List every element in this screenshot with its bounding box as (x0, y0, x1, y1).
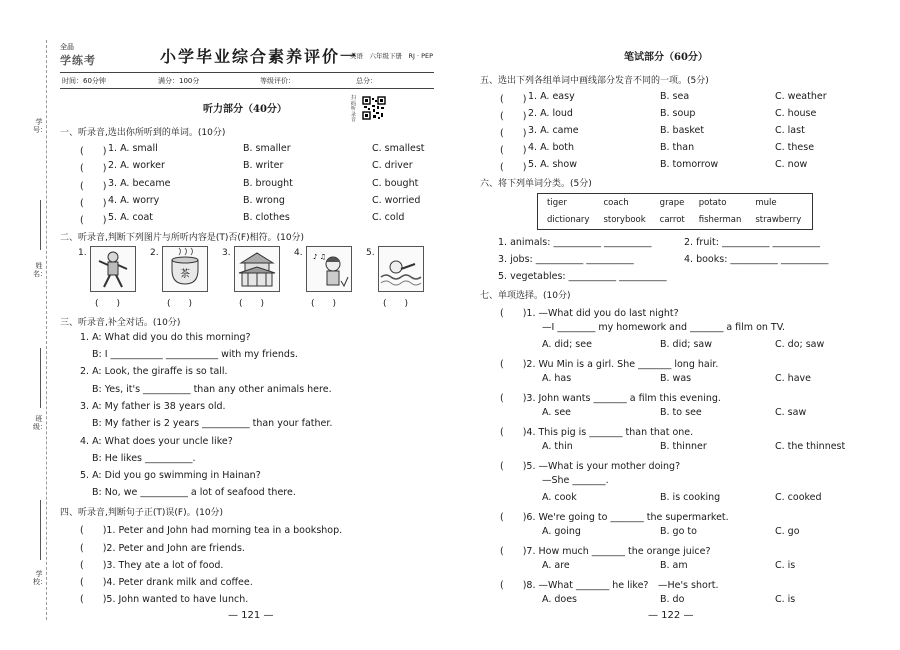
section-4-heading: 四、听录音,判断句子正(T)误(F)。(10分) (60, 508, 224, 518)
publisher-logo: 全品 学练考 (60, 43, 96, 67)
answer-paren[interactable]: ( ) (311, 299, 337, 309)
dialogue-line: 2. A: Look, the giraffe is so tall. (80, 366, 228, 377)
word-cell: tiger (547, 197, 567, 208)
time-label: 时间：60分钟 (62, 77, 106, 85)
word-cell: strawberry (755, 214, 802, 225)
word-cell: potato (698, 197, 727, 208)
answer-paren[interactable]: ( ) (95, 299, 121, 309)
word-bank-table (540, 194, 808, 228)
dialogue-line: B: He likes __________. (92, 453, 196, 464)
word-cell: mule (755, 197, 777, 208)
tea-cup-picture (162, 246, 208, 292)
word-cell: storybook (603, 214, 646, 225)
section-2-heading: 二、听录音,判断下列图片与所听内容是(T)否(F)相符。(10分) (60, 233, 305, 243)
picture-number: 5. (366, 248, 375, 258)
margin-label-class: 班级： (33, 415, 47, 431)
margin-label-school: 学校： (33, 570, 47, 586)
word-cell: carrot (659, 214, 685, 225)
category-books: 4. books: __________ __________ (684, 254, 829, 265)
written-section-title: 笔试部分（60分） (624, 52, 708, 63)
list-item: ( )5. John wanted to have lunch. (80, 594, 249, 605)
picture-number: 3. (222, 248, 231, 258)
answer-paren[interactable]: ( ) (239, 299, 265, 309)
list-item: ( )4. Peter drank milk and coffee. (80, 577, 253, 588)
svg-text:♪ ♫: ♪ ♫ (313, 253, 326, 261)
page-number: — 121 — (228, 610, 274, 621)
temple-building-picture (234, 246, 280, 292)
word-cell: fisherman (698, 214, 742, 225)
dialogue-line: 4. A: What does your uncle like? (80, 436, 233, 447)
section-1-heading: 一、听录音,选出你所听到的单词。(10分) (60, 128, 226, 138)
dialogue-line: B: My father is 2 years __________ than your father. (92, 418, 333, 429)
word-cell: grape (659, 197, 685, 208)
section-7-heading: 七、单项选择。(10分) (480, 291, 571, 301)
kungfu-boy-picture (90, 246, 136, 292)
section-6-heading: 六、将下列单词分类。(5分) (480, 179, 592, 189)
right-page: 笔试部分（60分） 五、选出下列各组单词中画线部分发音不同的一项。(5分) ( ) 1. A. easy B. sea C. weather ( ) 2. A. loud B. soup C. house ( ) 3. A. came B. basket C. last ( ) 4. A. both B. than C. these ( ) 5. A. show B. tomorrow C. now 六、将下列单词分类。(5分) (450, 0, 900, 650)
picture-number: 1. (78, 248, 87, 258)
listening-section-title: 听力部分（40分） (203, 104, 287, 115)
category-jobs: 3. jobs: __________ __________ (498, 254, 634, 265)
dialogue-line: B: Yes, it's __________ than any other animals here. (92, 384, 332, 395)
page-number: — 122 — (648, 610, 694, 621)
category-animals: 1. animals: __________ __________ (498, 237, 652, 248)
list-item: ( )3. They ate a lot of food. (80, 560, 224, 571)
picture-number: 2. (150, 248, 159, 258)
full-score-label: 满分：100分 (158, 77, 200, 85)
exam-title: 小学毕业综合素养评价一 (160, 47, 359, 66)
word-cell: coach (603, 197, 629, 208)
dialogue-line: B: No, we __________ a lot of seafood there. (92, 487, 296, 498)
exam-info-bar (60, 72, 434, 89)
dialogue-line: 3. A: My father is 38 years old. (80, 401, 226, 412)
section-3-heading: 三、听录音,补全对话。(10分) (60, 318, 181, 328)
category-fruit: 2. fruit: __________ __________ (684, 237, 820, 248)
total-label: 总分： (356, 77, 377, 85)
list-item: ( )2. Peter and John are friends. (80, 543, 245, 554)
word-cell: dictionary (547, 214, 590, 225)
qr-code-icon (362, 96, 386, 120)
tea-character: 茶 (180, 269, 190, 280)
margin-field-line (40, 200, 41, 250)
answer-paren[interactable]: ( ) (383, 299, 409, 309)
picture-number: 4. (294, 248, 303, 258)
dialogue-line: 5. A: Did you go swimming in Hainan? (80, 470, 261, 481)
girl-singing-picture (306, 246, 352, 292)
answer-paren[interactable]: ( ) (167, 299, 193, 309)
boy-swimming-picture (378, 246, 424, 292)
margin-label-name: 姓名： (33, 262, 47, 278)
category-vegetables: 5. vegetables: __________ __________ (498, 271, 667, 282)
margin-label-student-id: 学号： (33, 118, 47, 134)
margin-field-line (40, 500, 41, 560)
dialogue-line: B: I ___________ ___________ with my friends. (92, 349, 298, 360)
dialogue-line: 1. A: What did you do this morning? (80, 332, 251, 343)
grade-label: 等级评价： (260, 77, 295, 85)
left-page: 学号： 姓名： 班级： 学校： 全品 学练考 小学毕业综合素养评价一 英语 六年级下册 RJ · PEP 时间：60分钟 满分：100分 等级评价： 总分： 听力部分（40分） 扫码听录音 一、听录音,选出你所听到的单词。(10分) ( ) 1. A. small B. smaller C. smallest ( ) 2. A. worker B. writer C. driver ( ) 3. A. became B. brought C. bought ( ) 4. A. worry B. wrong C. worried ( ) 5. A. coat B. clothes C. cold 二、听录音,判断下列图片与所听内容是(T)否(F)相符。(10分) 1. 2. 3. 4. 5. 茶 ♪ ♫ ( ) ( ) ( ) ( ) ( ) 三、听录音,补全对话。(10分) 1. A: What did you do this morning? B: I ___________ ___________ with my friends. 2. A: Look, the giraffe is so tall. B: Yes, it's __________ than any other animals here. 3. A: My father is 38 years old. B: My father is 2 years __________ than your father. 4. A: What does your uncle like? B: He likes __________. 5. A: Did you go swimming in Hainan? B: No, we __________ a lot of seafood there. 四、听录音,判断句子正(T)误(F)。(10分) ( )1. Peter and John had morning tea in a bookshop. ( )2. Peter and John are friends. ( )3. They ate a lot of food. ( )4. Peter drank milk and coffee. ( )5. John wanted to have lunch. — 121 — (0, 0, 450, 650)
list-item: ( )1. Peter and John had morning tea in a bookshop. (80, 525, 343, 536)
margin-field-line (40, 348, 41, 408)
section-5-heading: 五、选出下列各组单词中画线部分发音不同的一项。(5分) (480, 76, 709, 86)
qr-caption: 扫码听录音 (351, 95, 357, 123)
exam-subtitle: 英语 六年级下册 RJ · PEP (350, 52, 434, 60)
